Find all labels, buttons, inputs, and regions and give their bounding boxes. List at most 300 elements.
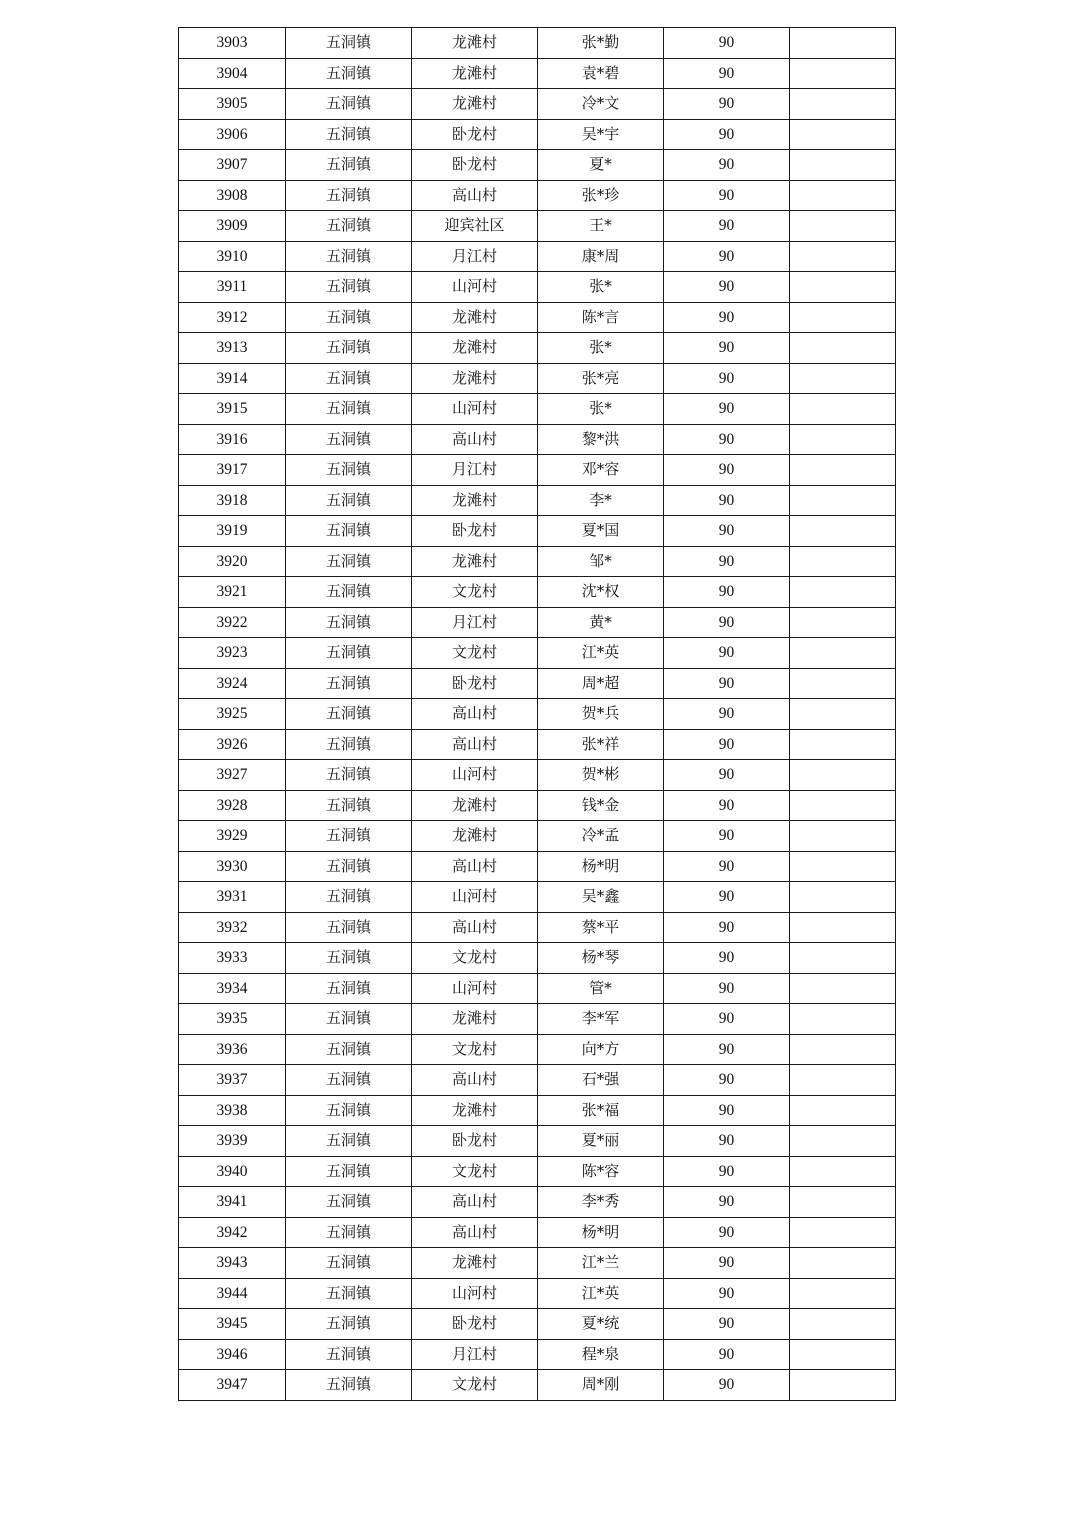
amount-cell: 90 bbox=[664, 1156, 790, 1187]
amount-cell: 90 bbox=[664, 1217, 790, 1248]
amount-cell: 90 bbox=[664, 668, 790, 699]
village-cell: 龙滩村 bbox=[412, 302, 538, 333]
village-cell: 高山村 bbox=[412, 1217, 538, 1248]
town-cell: 五洞镇 bbox=[286, 1095, 412, 1126]
table-row bbox=[179, 363, 896, 394]
serial-number-cell: 3943 bbox=[179, 1248, 286, 1279]
serial-number-cell: 3936 bbox=[179, 1034, 286, 1065]
amount-cell: 90 bbox=[664, 241, 790, 272]
serial-number-cell: 3926 bbox=[179, 729, 286, 760]
remark-cell bbox=[790, 851, 896, 882]
village-cell: 月江村 bbox=[412, 241, 538, 272]
remark-cell bbox=[790, 546, 896, 577]
remark-cell bbox=[790, 1187, 896, 1218]
table-row bbox=[179, 1065, 896, 1096]
village-cell: 文龙村 bbox=[412, 577, 538, 608]
serial-number-cell: 3915 bbox=[179, 394, 286, 425]
serial-number-cell: 3945 bbox=[179, 1309, 286, 1340]
remark-cell bbox=[790, 1217, 896, 1248]
table-row bbox=[179, 912, 896, 943]
table-row bbox=[179, 1370, 896, 1401]
person-name-cell: 张*亮 bbox=[538, 363, 664, 394]
person-name-cell: 夏* bbox=[538, 150, 664, 181]
person-name-cell: 贺*彬 bbox=[538, 760, 664, 791]
table-row bbox=[179, 302, 896, 333]
town-cell: 五洞镇 bbox=[286, 455, 412, 486]
village-cell: 卧龙村 bbox=[412, 1309, 538, 1340]
town-cell: 五洞镇 bbox=[286, 363, 412, 394]
village-cell: 龙滩村 bbox=[412, 363, 538, 394]
table-row bbox=[179, 973, 896, 1004]
serial-number-cell: 3939 bbox=[179, 1126, 286, 1157]
amount-cell: 90 bbox=[664, 1370, 790, 1401]
town-cell: 五洞镇 bbox=[286, 912, 412, 943]
remark-cell bbox=[790, 1065, 896, 1096]
serial-number-cell: 3938 bbox=[179, 1095, 286, 1126]
table-row bbox=[179, 821, 896, 852]
town-cell: 五洞镇 bbox=[286, 241, 412, 272]
person-name-cell: 张*祥 bbox=[538, 729, 664, 760]
person-name-cell: 黄* bbox=[538, 607, 664, 638]
amount-cell: 90 bbox=[664, 699, 790, 730]
village-cell: 高山村 bbox=[412, 851, 538, 882]
amount-cell: 90 bbox=[664, 821, 790, 852]
remark-cell bbox=[790, 211, 896, 242]
serial-number-cell: 3903 bbox=[179, 28, 286, 59]
amount-cell: 90 bbox=[664, 150, 790, 181]
table-row bbox=[179, 180, 896, 211]
table-row bbox=[179, 424, 896, 455]
remark-cell bbox=[790, 119, 896, 150]
town-cell: 五洞镇 bbox=[286, 424, 412, 455]
village-cell: 月江村 bbox=[412, 455, 538, 486]
amount-cell: 90 bbox=[664, 272, 790, 303]
amount-cell: 90 bbox=[664, 912, 790, 943]
remark-cell bbox=[790, 485, 896, 516]
village-cell: 山河村 bbox=[412, 973, 538, 1004]
table-row bbox=[179, 882, 896, 913]
village-cell: 卧龙村 bbox=[412, 1126, 538, 1157]
person-name-cell: 张*福 bbox=[538, 1095, 664, 1126]
remark-cell bbox=[790, 729, 896, 760]
remark-cell bbox=[790, 1278, 896, 1309]
remark-cell bbox=[790, 1370, 896, 1401]
remark-cell bbox=[790, 1126, 896, 1157]
town-cell: 五洞镇 bbox=[286, 485, 412, 516]
village-cell: 龙滩村 bbox=[412, 821, 538, 852]
remark-cell bbox=[790, 1248, 896, 1279]
town-cell: 五洞镇 bbox=[286, 851, 412, 882]
person-name-cell: 张*勤 bbox=[538, 28, 664, 59]
serial-number-cell: 3947 bbox=[179, 1370, 286, 1401]
remark-cell bbox=[790, 973, 896, 1004]
village-cell: 山河村 bbox=[412, 1278, 538, 1309]
serial-number-cell: 3937 bbox=[179, 1065, 286, 1096]
person-name-cell: 袁*碧 bbox=[538, 58, 664, 89]
serial-number-cell: 3946 bbox=[179, 1339, 286, 1370]
person-name-cell: 吴*宇 bbox=[538, 119, 664, 150]
village-cell: 卧龙村 bbox=[412, 516, 538, 547]
person-name-cell: 夏*丽 bbox=[538, 1126, 664, 1157]
village-cell: 卧龙村 bbox=[412, 150, 538, 181]
amount-cell: 90 bbox=[664, 28, 790, 59]
remark-cell bbox=[790, 1156, 896, 1187]
remark-cell bbox=[790, 668, 896, 699]
remark-cell bbox=[790, 790, 896, 821]
town-cell: 五洞镇 bbox=[286, 668, 412, 699]
serial-number-cell: 3914 bbox=[179, 363, 286, 394]
serial-number-cell: 3912 bbox=[179, 302, 286, 333]
village-cell: 迎宾社区 bbox=[412, 211, 538, 242]
amount-cell: 90 bbox=[664, 973, 790, 1004]
remark-cell bbox=[790, 394, 896, 425]
remark-cell bbox=[790, 424, 896, 455]
village-cell: 月江村 bbox=[412, 607, 538, 638]
remark-cell bbox=[790, 455, 896, 486]
person-name-cell: 张* bbox=[538, 333, 664, 364]
town-cell: 五洞镇 bbox=[286, 577, 412, 608]
person-name-cell: 吴*鑫 bbox=[538, 882, 664, 913]
person-name-cell: 江*英 bbox=[538, 1278, 664, 1309]
town-cell: 五洞镇 bbox=[286, 1065, 412, 1096]
serial-number-cell: 3933 bbox=[179, 943, 286, 974]
village-cell: 山河村 bbox=[412, 882, 538, 913]
town-cell: 五洞镇 bbox=[286, 150, 412, 181]
amount-cell: 90 bbox=[664, 485, 790, 516]
village-cell: 月江村 bbox=[412, 1339, 538, 1370]
town-cell: 五洞镇 bbox=[286, 180, 412, 211]
person-name-cell: 向*方 bbox=[538, 1034, 664, 1065]
table-row bbox=[179, 89, 896, 120]
amount-cell: 90 bbox=[664, 516, 790, 547]
village-cell: 龙滩村 bbox=[412, 485, 538, 516]
serial-number-cell: 3925 bbox=[179, 699, 286, 730]
town-cell: 五洞镇 bbox=[286, 638, 412, 669]
remark-cell bbox=[790, 912, 896, 943]
amount-cell: 90 bbox=[664, 1278, 790, 1309]
amount-cell: 90 bbox=[664, 394, 790, 425]
village-cell: 高山村 bbox=[412, 729, 538, 760]
serial-number-cell: 3922 bbox=[179, 607, 286, 638]
town-cell: 五洞镇 bbox=[286, 1309, 412, 1340]
table-row bbox=[179, 607, 896, 638]
village-cell: 山河村 bbox=[412, 760, 538, 791]
serial-number-cell: 3942 bbox=[179, 1217, 286, 1248]
table-row bbox=[179, 58, 896, 89]
table-row bbox=[179, 1278, 896, 1309]
remark-cell bbox=[790, 516, 896, 547]
person-name-cell: 李* bbox=[538, 485, 664, 516]
remark-cell bbox=[790, 363, 896, 394]
person-name-cell: 李*秀 bbox=[538, 1187, 664, 1218]
table-row bbox=[179, 516, 896, 547]
village-cell: 山河村 bbox=[412, 272, 538, 303]
amount-cell: 90 bbox=[664, 455, 790, 486]
serial-number-cell: 3907 bbox=[179, 150, 286, 181]
roster-table-body bbox=[179, 28, 896, 1401]
person-name-cell: 张* bbox=[538, 272, 664, 303]
person-name-cell: 周*超 bbox=[538, 668, 664, 699]
person-name-cell: 沈*权 bbox=[538, 577, 664, 608]
remark-cell bbox=[790, 821, 896, 852]
town-cell: 五洞镇 bbox=[286, 1126, 412, 1157]
person-name-cell: 邹* bbox=[538, 546, 664, 577]
town-cell: 五洞镇 bbox=[286, 1034, 412, 1065]
amount-cell: 90 bbox=[664, 119, 790, 150]
village-cell: 高山村 bbox=[412, 1187, 538, 1218]
person-name-cell: 张*珍 bbox=[538, 180, 664, 211]
table-row bbox=[179, 699, 896, 730]
serial-number-cell: 3918 bbox=[179, 485, 286, 516]
town-cell: 五洞镇 bbox=[286, 1339, 412, 1370]
person-name-cell: 王* bbox=[538, 211, 664, 242]
amount-cell: 90 bbox=[664, 851, 790, 882]
village-cell: 文龙村 bbox=[412, 638, 538, 669]
serial-number-cell: 3904 bbox=[179, 58, 286, 89]
town-cell: 五洞镇 bbox=[286, 943, 412, 974]
village-cell: 龙滩村 bbox=[412, 28, 538, 59]
amount-cell: 90 bbox=[664, 302, 790, 333]
town-cell: 五洞镇 bbox=[286, 760, 412, 791]
serial-number-cell: 3910 bbox=[179, 241, 286, 272]
village-cell: 卧龙村 bbox=[412, 119, 538, 150]
table-row bbox=[179, 1339, 896, 1370]
village-cell: 高山村 bbox=[412, 424, 538, 455]
village-cell: 龙滩村 bbox=[412, 1004, 538, 1035]
person-name-cell: 周*刚 bbox=[538, 1370, 664, 1401]
town-cell: 五洞镇 bbox=[286, 272, 412, 303]
person-name-cell: 杨*明 bbox=[538, 851, 664, 882]
table-row bbox=[179, 638, 896, 669]
serial-number-cell: 3930 bbox=[179, 851, 286, 882]
remark-cell bbox=[790, 1309, 896, 1340]
town-cell: 五洞镇 bbox=[286, 729, 412, 760]
serial-number-cell: 3940 bbox=[179, 1156, 286, 1187]
roster-table bbox=[178, 27, 896, 1401]
serial-number-cell: 3920 bbox=[179, 546, 286, 577]
town-cell: 五洞镇 bbox=[286, 1278, 412, 1309]
town-cell: 五洞镇 bbox=[286, 821, 412, 852]
town-cell: 五洞镇 bbox=[286, 28, 412, 59]
table-row bbox=[179, 1217, 896, 1248]
serial-number-cell: 3932 bbox=[179, 912, 286, 943]
town-cell: 五洞镇 bbox=[286, 394, 412, 425]
serial-number-cell: 3934 bbox=[179, 973, 286, 1004]
amount-cell: 90 bbox=[664, 546, 790, 577]
serial-number-cell: 3927 bbox=[179, 760, 286, 791]
table-row bbox=[179, 668, 896, 699]
table-row bbox=[179, 211, 896, 242]
table-row bbox=[179, 729, 896, 760]
remark-cell bbox=[790, 760, 896, 791]
amount-cell: 90 bbox=[664, 58, 790, 89]
person-name-cell: 江*兰 bbox=[538, 1248, 664, 1279]
table-row bbox=[179, 485, 896, 516]
amount-cell: 90 bbox=[664, 1126, 790, 1157]
serial-number-cell: 3913 bbox=[179, 333, 286, 364]
amount-cell: 90 bbox=[664, 790, 790, 821]
town-cell: 五洞镇 bbox=[286, 790, 412, 821]
amount-cell: 90 bbox=[664, 424, 790, 455]
town-cell: 五洞镇 bbox=[286, 1187, 412, 1218]
serial-number-cell: 3911 bbox=[179, 272, 286, 303]
town-cell: 五洞镇 bbox=[286, 1217, 412, 1248]
town-cell: 五洞镇 bbox=[286, 58, 412, 89]
person-name-cell: 贺*兵 bbox=[538, 699, 664, 730]
serial-number-cell: 3928 bbox=[179, 790, 286, 821]
remark-cell bbox=[790, 28, 896, 59]
village-cell: 龙滩村 bbox=[412, 546, 538, 577]
table-row bbox=[179, 1248, 896, 1279]
village-cell: 山河村 bbox=[412, 394, 538, 425]
document-page bbox=[178, 27, 895, 1401]
town-cell: 五洞镇 bbox=[286, 607, 412, 638]
village-cell: 龙滩村 bbox=[412, 1095, 538, 1126]
person-name-cell: 陈*容 bbox=[538, 1156, 664, 1187]
town-cell: 五洞镇 bbox=[286, 1004, 412, 1035]
town-cell: 五洞镇 bbox=[286, 516, 412, 547]
person-name-cell: 黎*洪 bbox=[538, 424, 664, 455]
remark-cell bbox=[790, 272, 896, 303]
remark-cell bbox=[790, 150, 896, 181]
table-row bbox=[179, 1126, 896, 1157]
village-cell: 龙滩村 bbox=[412, 333, 538, 364]
table-row bbox=[179, 546, 896, 577]
remark-cell bbox=[790, 1339, 896, 1370]
person-name-cell: 康*周 bbox=[538, 241, 664, 272]
person-name-cell: 钱*金 bbox=[538, 790, 664, 821]
table-row bbox=[179, 333, 896, 364]
amount-cell: 90 bbox=[664, 1065, 790, 1096]
person-name-cell: 石*强 bbox=[538, 1065, 664, 1096]
town-cell: 五洞镇 bbox=[286, 882, 412, 913]
remark-cell bbox=[790, 1004, 896, 1035]
village-cell: 龙滩村 bbox=[412, 89, 538, 120]
person-name-cell: 陈*言 bbox=[538, 302, 664, 333]
amount-cell: 90 bbox=[664, 638, 790, 669]
serial-number-cell: 3909 bbox=[179, 211, 286, 242]
village-cell: 龙滩村 bbox=[412, 58, 538, 89]
table-row bbox=[179, 150, 896, 181]
amount-cell: 90 bbox=[664, 577, 790, 608]
amount-cell: 90 bbox=[664, 943, 790, 974]
amount-cell: 90 bbox=[664, 1095, 790, 1126]
amount-cell: 90 bbox=[664, 1004, 790, 1035]
remark-cell bbox=[790, 607, 896, 638]
remark-cell bbox=[790, 180, 896, 211]
amount-cell: 90 bbox=[664, 1248, 790, 1279]
serial-number-cell: 3935 bbox=[179, 1004, 286, 1035]
table-row bbox=[179, 943, 896, 974]
remark-cell bbox=[790, 58, 896, 89]
village-cell: 高山村 bbox=[412, 1065, 538, 1096]
village-cell: 文龙村 bbox=[412, 1156, 538, 1187]
town-cell: 五洞镇 bbox=[286, 973, 412, 1004]
table-row bbox=[179, 1095, 896, 1126]
town-cell: 五洞镇 bbox=[286, 699, 412, 730]
person-name-cell: 杨*琴 bbox=[538, 943, 664, 974]
table-row bbox=[179, 760, 896, 791]
serial-number-cell: 3916 bbox=[179, 424, 286, 455]
remark-cell bbox=[790, 1034, 896, 1065]
amount-cell: 90 bbox=[664, 760, 790, 791]
serial-number-cell: 3941 bbox=[179, 1187, 286, 1218]
serial-number-cell: 3908 bbox=[179, 180, 286, 211]
table-row bbox=[179, 1034, 896, 1065]
town-cell: 五洞镇 bbox=[286, 1248, 412, 1279]
remark-cell bbox=[790, 89, 896, 120]
person-name-cell: 夏*统 bbox=[538, 1309, 664, 1340]
amount-cell: 90 bbox=[664, 1034, 790, 1065]
amount-cell: 90 bbox=[664, 333, 790, 364]
amount-cell: 90 bbox=[664, 1339, 790, 1370]
table-row bbox=[179, 577, 896, 608]
amount-cell: 90 bbox=[664, 1187, 790, 1218]
person-name-cell: 杨*明 bbox=[538, 1217, 664, 1248]
person-name-cell: 管* bbox=[538, 973, 664, 1004]
person-name-cell: 夏*国 bbox=[538, 516, 664, 547]
amount-cell: 90 bbox=[664, 363, 790, 394]
remark-cell bbox=[790, 943, 896, 974]
serial-number-cell: 3924 bbox=[179, 668, 286, 699]
town-cell: 五洞镇 bbox=[286, 1156, 412, 1187]
table-row bbox=[179, 1156, 896, 1187]
table-row bbox=[179, 455, 896, 486]
table-row bbox=[179, 394, 896, 425]
village-cell: 高山村 bbox=[412, 699, 538, 730]
village-cell: 卧龙村 bbox=[412, 668, 538, 699]
village-cell: 龙滩村 bbox=[412, 790, 538, 821]
person-name-cell: 冷*孟 bbox=[538, 821, 664, 852]
table-row bbox=[179, 1187, 896, 1218]
village-cell: 高山村 bbox=[412, 912, 538, 943]
amount-cell: 90 bbox=[664, 211, 790, 242]
table-row bbox=[179, 241, 896, 272]
serial-number-cell: 3921 bbox=[179, 577, 286, 608]
serial-number-cell: 3944 bbox=[179, 1278, 286, 1309]
remark-cell bbox=[790, 638, 896, 669]
table-row bbox=[179, 1004, 896, 1035]
serial-number-cell: 3923 bbox=[179, 638, 286, 669]
person-name-cell: 李*军 bbox=[538, 1004, 664, 1035]
table-row bbox=[179, 790, 896, 821]
amount-cell: 90 bbox=[664, 607, 790, 638]
remark-cell bbox=[790, 241, 896, 272]
village-cell: 龙滩村 bbox=[412, 1248, 538, 1279]
town-cell: 五洞镇 bbox=[286, 333, 412, 364]
village-cell: 文龙村 bbox=[412, 943, 538, 974]
town-cell: 五洞镇 bbox=[286, 119, 412, 150]
table-row bbox=[179, 851, 896, 882]
amount-cell: 90 bbox=[664, 180, 790, 211]
table-row bbox=[179, 119, 896, 150]
serial-number-cell: 3917 bbox=[179, 455, 286, 486]
person-name-cell: 邓*容 bbox=[538, 455, 664, 486]
serial-number-cell: 3931 bbox=[179, 882, 286, 913]
person-name-cell: 程*泉 bbox=[538, 1339, 664, 1370]
remark-cell bbox=[790, 302, 896, 333]
table-row bbox=[179, 28, 896, 59]
remark-cell bbox=[790, 333, 896, 364]
village-cell: 文龙村 bbox=[412, 1034, 538, 1065]
village-cell: 文龙村 bbox=[412, 1370, 538, 1401]
remark-cell bbox=[790, 577, 896, 608]
remark-cell bbox=[790, 1095, 896, 1126]
remark-cell bbox=[790, 699, 896, 730]
table-row bbox=[179, 272, 896, 303]
serial-number-cell: 3906 bbox=[179, 119, 286, 150]
village-cell: 高山村 bbox=[412, 180, 538, 211]
